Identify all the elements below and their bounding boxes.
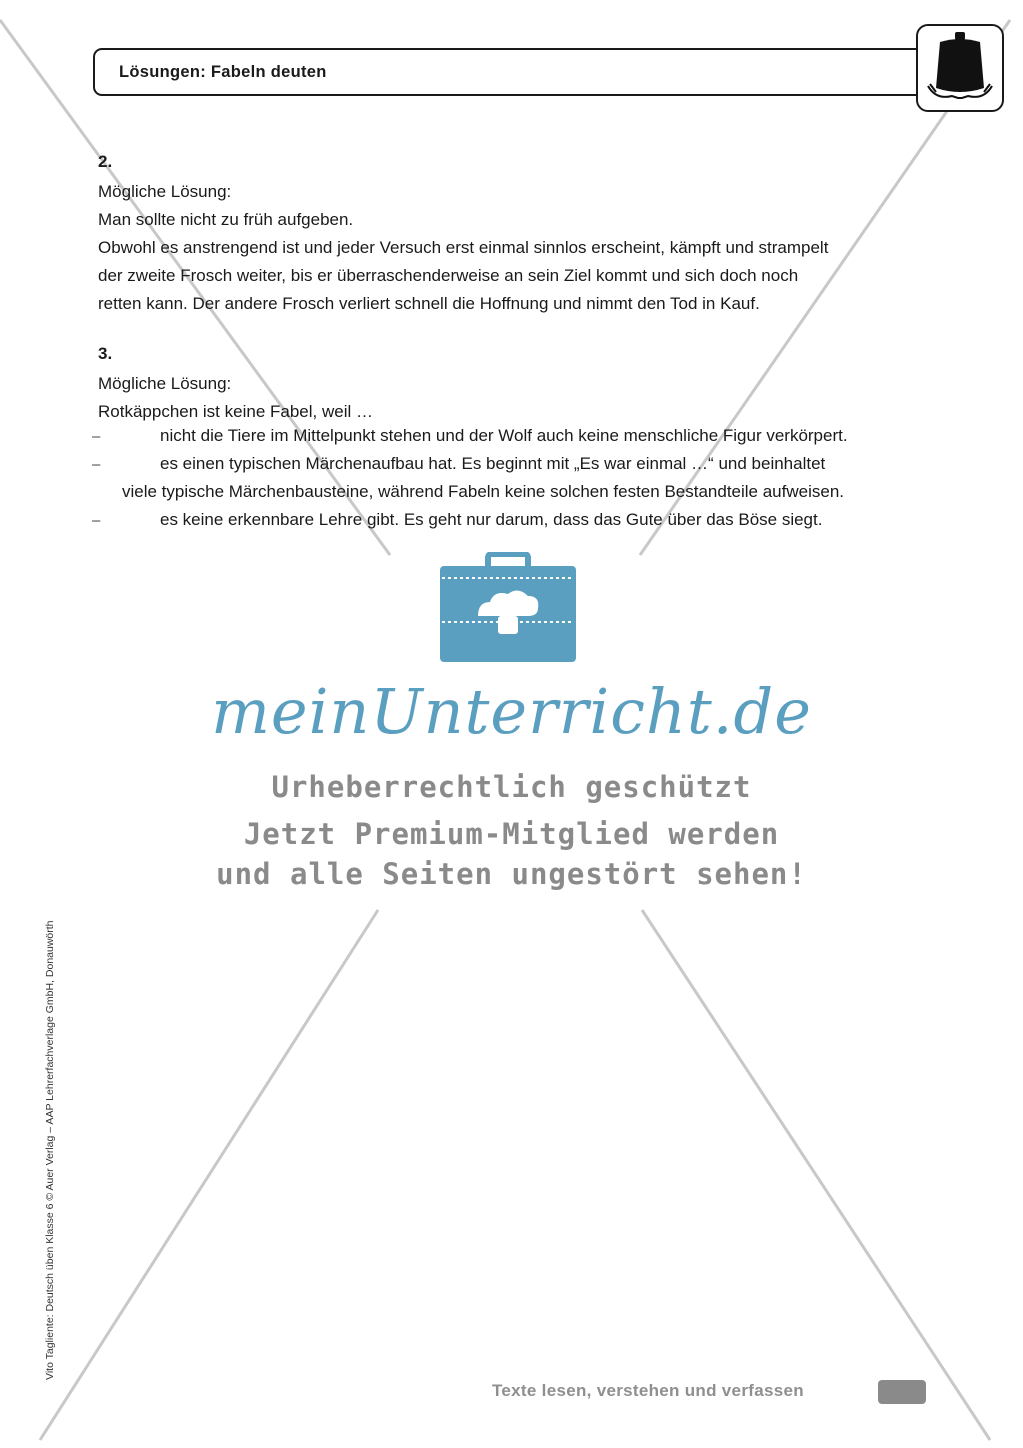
footer-title: Texte lesen, verstehen und verfassen (492, 1381, 804, 1400)
text-line: Mögliche Lösung: (98, 374, 232, 393)
header-icon-frame (916, 24, 1004, 112)
bullet-text: nicht die Tiere im Mittelpunkt stehen und der Wolf auch keine menschliche Figur verkörpert. (160, 426, 848, 445)
text-line: Obwohl es anstrengend ist und jeder Versuch erst einmal sinnlos erscheint, kämpft und strampelt (98, 238, 829, 257)
brand-logo-text: meinUnterricht.de (211, 675, 812, 748)
premium-notice-line2: und alle Seiten ungestört sehen! (216, 857, 807, 891)
side-credit: Vito Tagliente: Deutsch üben Klasse 6 © Auer Verlag – AAP Lehrerfachverlage GmbH, Donauwörth (44, 920, 56, 1380)
section-number: 3. (98, 344, 113, 363)
premium-notice-line1: Jetzt Premium-Mitglied werden (243, 817, 780, 851)
bullet-dash: – (92, 428, 101, 445)
text-line: retten kann. Der andere Frosch verliert schnell die Hoffnung und nimmt den Tod in Kauf. (98, 294, 760, 313)
copyright-notice: Urheberrechtlich geschützt (271, 770, 752, 804)
weight-icon (918, 26, 1002, 110)
text-line: Man sollte nicht zu früh aufgeben. (98, 210, 354, 229)
bullet-dash: – (92, 512, 101, 529)
bullet-text-continued: viele typische Märchenbausteine, während Fabeln keine solchen festen Bestandteile aufweisen. (122, 482, 845, 501)
text-line: Mögliche Lösung: (98, 182, 232, 201)
header-bar (93, 48, 961, 96)
bullet-text: es keine erkennbare Lehre gibt. Es geht nur darum, dass das Gute über das Böse siegt. (160, 510, 823, 529)
bullet-text: es einen typischen Märchenaufbau hat. Es beginnt mit „Es war einmal …“ und beinhaltet (160, 454, 826, 473)
page-title: Lösungen: Fabeln deuten (119, 63, 327, 81)
text-line: Rotkäppchen ist keine Fabel, weil … (98, 402, 373, 421)
page-number-box (878, 1380, 926, 1404)
text-line: der zweite Frosch weiter, bis er überraschenderweise an sein Ziel kommt und sich doch noch (98, 266, 799, 285)
section-number: 2. (98, 152, 113, 171)
bullet-dash: – (92, 456, 101, 473)
briefcase-cloud-icon (438, 552, 578, 664)
